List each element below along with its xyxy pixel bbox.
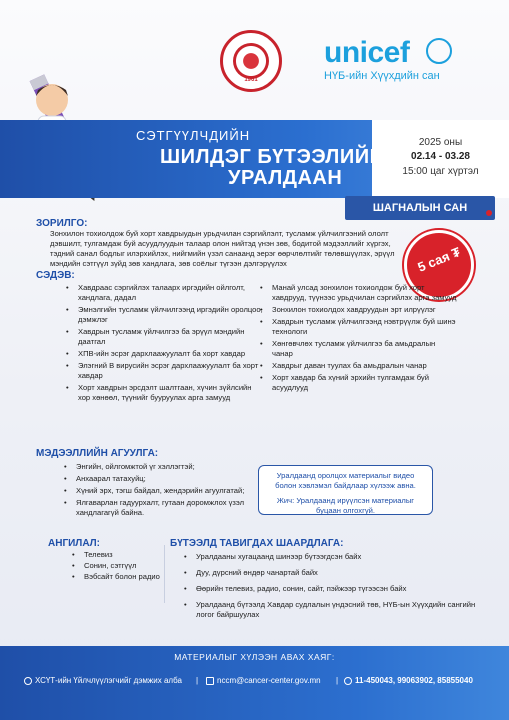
list-item: • Хөнгөвчлөх тусламж үйлчилгээ ба амьдралын чанар (258, 339, 458, 359)
content-heading: МЭДЭЭЛЛИЙН АГУУЛГА: (36, 448, 159, 459)
list-item: • Энгийн, ойлгомжтой үг хэллэгтэй; (62, 462, 262, 472)
list-item: • ХПВ-ийн эсрэг дархлаажуулалт ба хорт хавдар (64, 349, 264, 359)
divider (164, 545, 165, 603)
unicef-subtitle: НҮБ-ийн Хүүхдийн сан (324, 70, 440, 82)
categories-list (70, 550, 160, 583)
location-pin-icon (24, 677, 32, 685)
phone-icon (344, 677, 352, 685)
list-item: • Хавдрын тусламж үйлчилгээ ба эрүүл мэндийн даатгал (64, 327, 264, 347)
list-item: • Манай улсад зонхилон тохиолдож буй хорт хавдрууд, түүнээс урьдчилан сэргийлэх арга замууд (258, 283, 458, 303)
footer-phone[interactable]: 11-450043, 99063902, 85855040 (344, 676, 473, 685)
topics-left-list (64, 283, 264, 405)
list-item: • Эмнэлгийн тусламж үйлчилгээнд иргэдийн оролцоо, дэмжлэг (64, 305, 264, 325)
footer-address: ХСҮТ-ийн Үйлчлүүлэгчийг дэмжих алба (24, 676, 182, 685)
title-line-3: УРАЛДААН (228, 167, 343, 189)
submission-list (182, 552, 482, 626)
notice-line-2: Жич: Уралдаанд ирүүлсэн материалыг буцаан олгохгүй. (276, 496, 415, 515)
unicef-globe-icon (426, 38, 452, 64)
title-line-1: СЭТГҮҮЛЧДИЙН (136, 128, 251, 143)
list-item: • Зонхилон тохиолдох хавдруудын эрт илрүүлэг (258, 305, 458, 315)
prize-fund-label: ШАГНАЛЫН САН (345, 196, 495, 220)
pin-icon (486, 210, 492, 216)
footer-title: МАТЕРИАЛЫГ ХҮЛЭЭН АВАХ ХАЯГ: (174, 652, 335, 662)
prize-amount: 5 сая ₮ (415, 244, 463, 275)
email-icon (206, 677, 214, 685)
list-item: • Хавдраас сэргийлэх талаарх иргэдийн ойлголт, хандлага, дадал (64, 283, 264, 303)
cancer-center-seal-logo (220, 30, 282, 92)
content-list (62, 462, 262, 520)
list-item: • Ялгаварлан гадуурхалт, гутаан доромжлох үзэл хандлагагүй байна. (62, 498, 262, 518)
list-item: • Сонин, сэтгүүл (70, 561, 160, 571)
date-range: 02.14 - 03.28 (411, 151, 470, 162)
topics-right-list (258, 283, 458, 395)
list-item: • Өөрийн телевиз, радио, сонин, сайт, пэйжээр түгээсэн байх (182, 584, 482, 594)
notice-line-1: Уралдаанд оролцох материалыг видео болон хэвлэмэл байдлаар хүлээж авна. (275, 471, 416, 490)
list-item: • Хүний эрх, тэгш байдал, жендэрийн агуулгатай; (62, 486, 262, 496)
list-item: • Дуу, дүрсний өндөр чанартай байх (182, 568, 482, 578)
submission-heading: БҮТЭЭЛД ТАВИГДАХ ШААРДЛАГА: (170, 538, 344, 549)
seal-year: 1961 (244, 77, 258, 83)
footer-email[interactable]: nccm@cancer-center.gov.mn (206, 676, 321, 685)
footer-separator: | (336, 676, 339, 685)
list-item: • Уралдаанд бүтээлд Хавдар судлалын үндэсний төв, НҮБ-ын Хүүхдийн сангийн логог байршуулах (182, 600, 482, 620)
goal-text: Зонхилон тохиолдож буй хорт хавдрыудын урьдчилан сэргийлэлт, тусламж үйлчилгээний ололт дэвшилт, тулгамдаж буй асуудлуудын талаар олон нийтэд үнэн зөв, бодитой мэдээллийг хүргэх, тэдний санал бодлыг илэрхийлэх, нийгмийн үзэл санаанд эерэг өөрчлөлтийг төлөвшүүлэх, эрүүл мэндийн сэтгүүл зүйд зөв хандлага, зөв соёлыг түгээн дэлгэрүүлэх (50, 229, 395, 268)
date-year: 2025 оны (418, 137, 463, 148)
list-item: • Хавдрыг даван туулах ба амьдралын чанар (258, 361, 458, 371)
deadline-time: 15:00 цаг хүртэл (402, 166, 479, 177)
list-item: • Анхаарал татахуйц; (62, 474, 262, 484)
list-item: • Уралдааны хугацаанд шинээр бүтээгдсэн байх (182, 552, 482, 562)
topics-heading: СЭДЭВ: (36, 270, 75, 281)
goal-heading: ЗОРИЛГО: (36, 218, 88, 229)
list-item: • Вэбсайт болон радио (70, 572, 160, 582)
list-item: • Хорт хавдар ба хүний эрхийн тулгамдаж буй асуудлууд (258, 373, 458, 393)
unicef-logo: unicef (324, 36, 410, 69)
footer-separator: | (196, 676, 199, 685)
submission-notice (258, 465, 433, 515)
list-item: • Элэгний В вирусийн эсрэг дархлаажуулалт ба хорт хавдар (64, 361, 264, 381)
seal-emblem-icon (233, 43, 269, 79)
list-item: • Хавдрын тусламж үйлчилгээнд нэвтрүүлж буй шинэ технологи (258, 317, 458, 337)
title-line-2: ШИЛДЭГ БҮТЭЭЛИЙН (160, 146, 385, 168)
list-item: • Телевиз (70, 550, 160, 560)
list-item: • Хорт хавдрын эрсдэлт шалтгаан, хүчин зүйлсийн хор хөнөөл, түүнийг бууруулах арга замууд (64, 383, 264, 403)
categories-heading: АНГИЛАЛ: (48, 538, 101, 549)
